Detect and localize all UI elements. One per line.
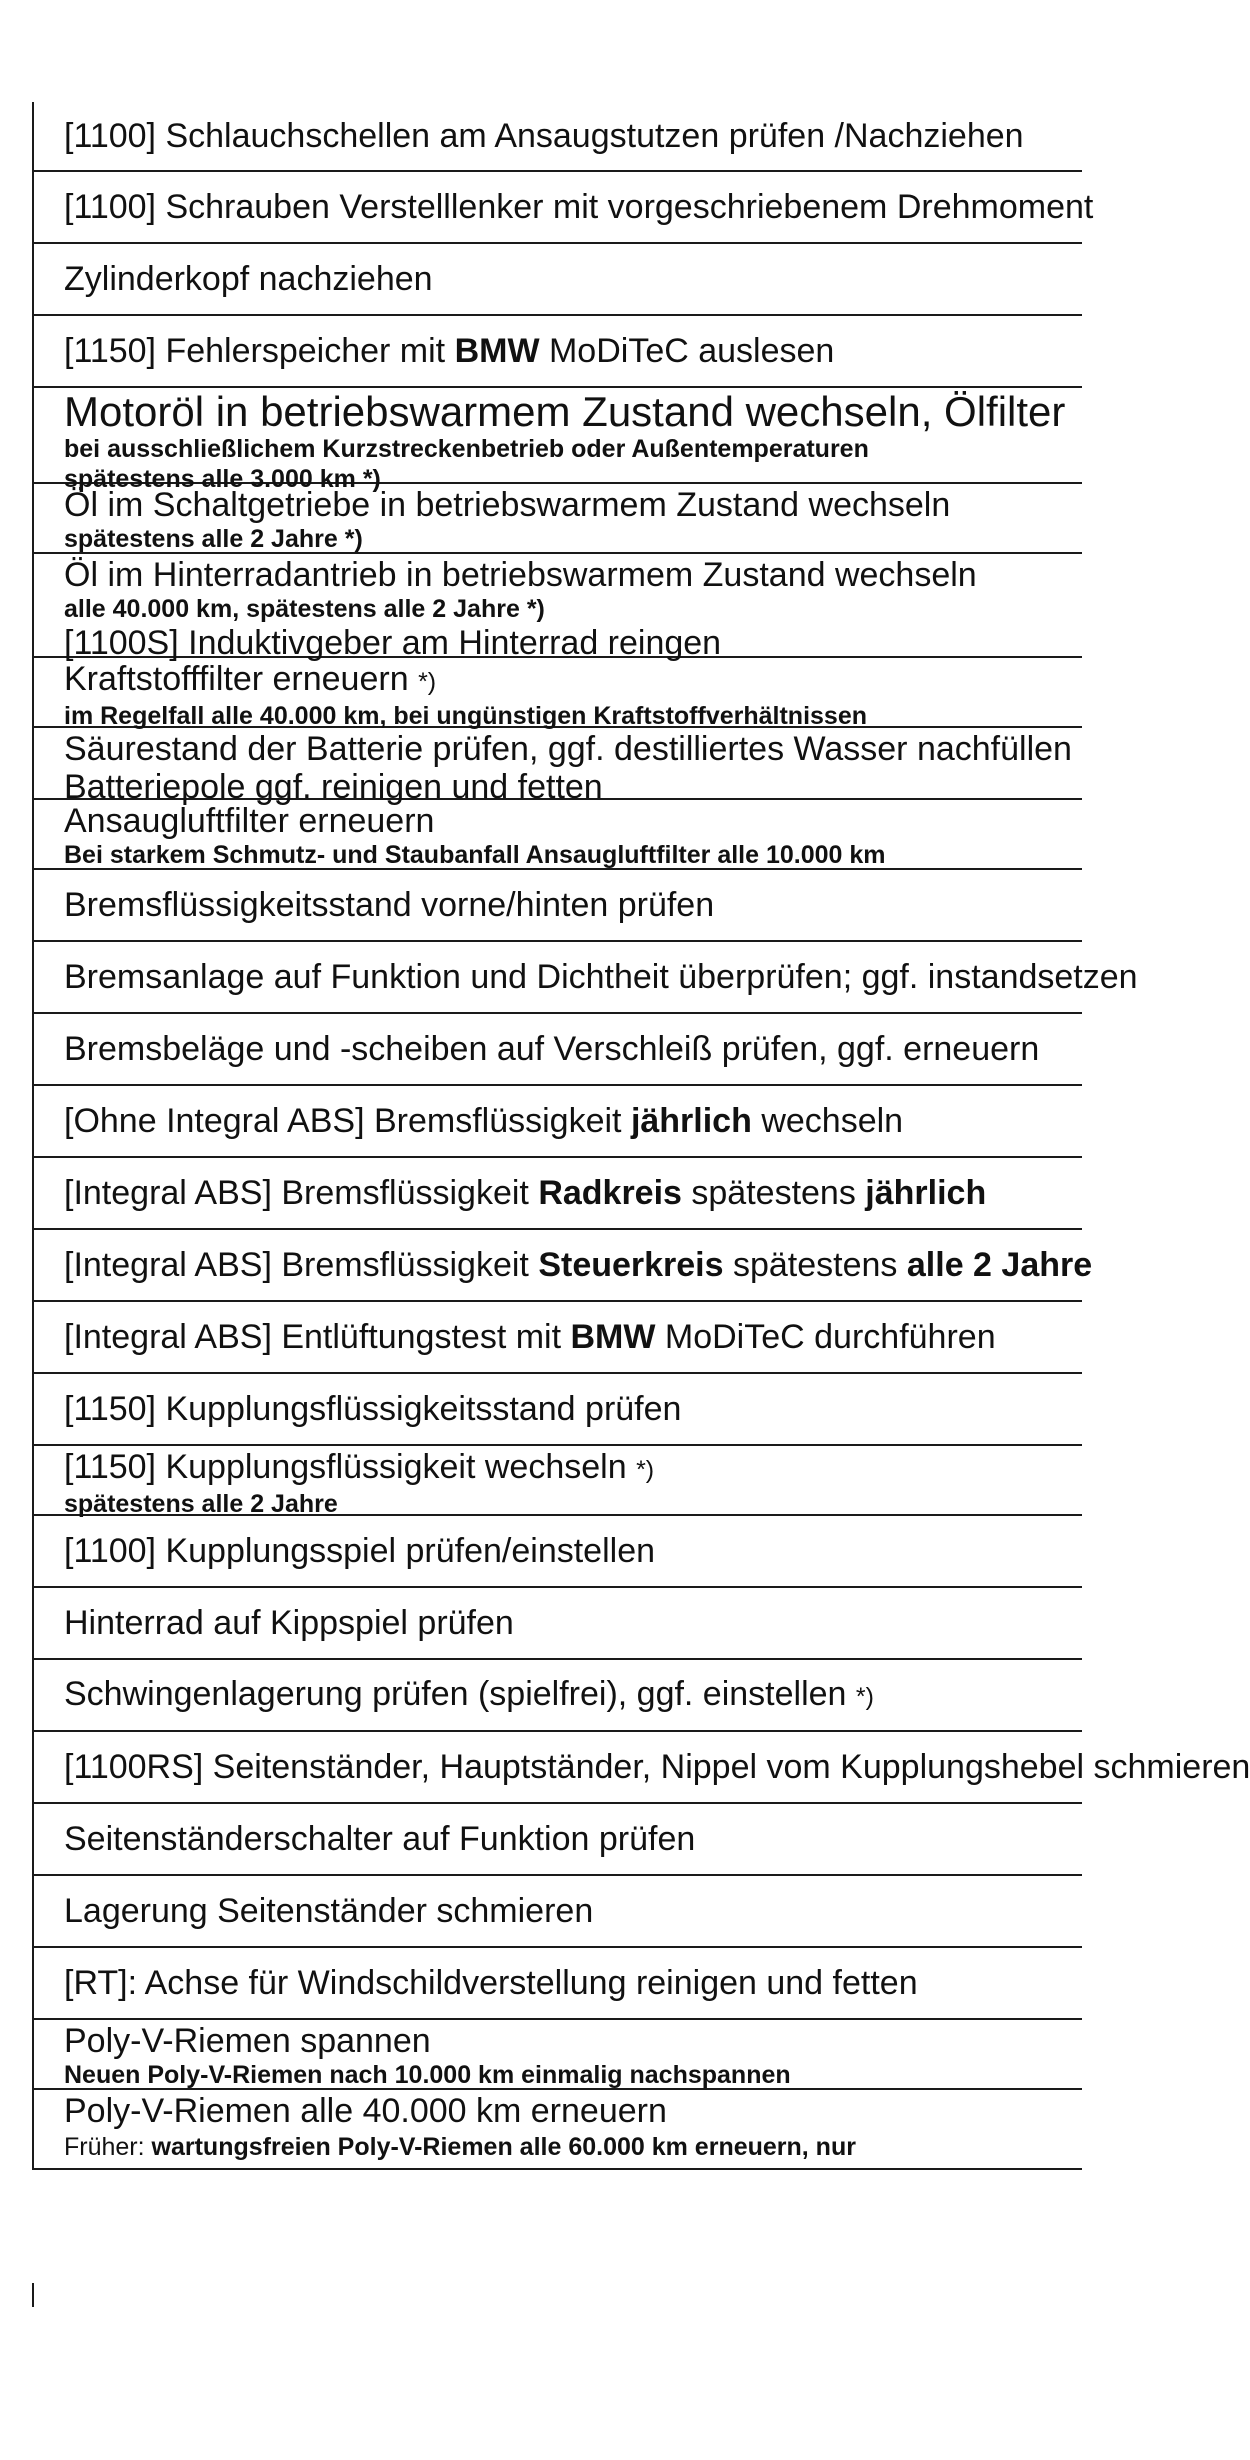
table-row xyxy=(34,1446,1082,1516)
table-row xyxy=(34,484,1082,554)
row-note: spätestens alle 2 Jahre *) xyxy=(64,525,363,553)
row-text: Ansaugluftfilter erneuern xyxy=(64,802,435,840)
footnote-marker: *) xyxy=(418,668,437,696)
row-text: Öl im Schaltgetriebe in betriebswarmem Zustand wechseln xyxy=(64,486,951,524)
row-text: [1100] Schlauchschellen am Ansaugstutzen prüfen /Nachziehen xyxy=(64,117,1024,155)
table-row xyxy=(34,1948,1082,2020)
table-row xyxy=(34,316,1082,388)
table-row xyxy=(34,870,1082,942)
row-text: Öl im Hinterradantrieb in betriebswarmem Zustand wechseln xyxy=(64,556,977,594)
row-text: Zylinderkopf nachziehen xyxy=(64,260,433,298)
row-text: [RT]: Achse für Windschildverstellung reinigen und fetten xyxy=(64,1964,918,2002)
table-border-tail xyxy=(32,2283,34,2307)
row-text: [1100] Schrauben Verstelllenker mit vorgeschriebenem Drehmoment xyxy=(64,188,1094,226)
row-note: im Regelfall alle 40.000 km, bei ungünstigen Kraftstoffverhältnissen xyxy=(64,702,868,730)
table-row xyxy=(34,1516,1082,1588)
row-text: [Ohne Integral ABS] Bremsflüssigkeit jährlich wechseln xyxy=(64,1102,904,1140)
row-text: Bremsanlage auf Funktion und Dichtheit überprüfen; ggf. instandsetzen xyxy=(64,958,1138,996)
row-text: Poly-V-Riemen spannen xyxy=(64,2022,431,2060)
table-row xyxy=(34,728,1082,806)
footnote-marker: *) xyxy=(636,1456,655,1484)
table-row xyxy=(34,1732,1250,1804)
table-row xyxy=(34,658,1082,728)
table-row xyxy=(34,1302,1082,1374)
table-row xyxy=(34,1230,1093,1302)
row-note: spätestens alle 2 Jahre xyxy=(64,1490,338,1518)
table-row xyxy=(34,1588,1082,1660)
row-text: Poly-V-Riemen alle 40.000 km erneuern xyxy=(64,2092,667,2130)
row-note: Neuen Poly-V-Riemen nach 10.000 km einmalig nachspannen xyxy=(64,2061,791,2089)
table-row xyxy=(34,1660,1082,1732)
row-text: Schwingenlagerung prüfen (spielfrei), ggf. einstellen *) xyxy=(64,1674,874,1713)
row-text: [Integral ABS] Entlüftungstest mit BMW MoDiTeC durchführen xyxy=(64,1318,996,1356)
footnote-marker: *) xyxy=(362,465,381,493)
table-row xyxy=(34,1804,1082,1876)
row-text: Lagerung Seitenständer schmieren xyxy=(64,1892,594,1930)
table-row xyxy=(34,942,1138,1014)
footnote-marker: *) xyxy=(344,525,363,553)
row-text: [1150] Fehlerspeicher mit BMW MoDiTeC auslesen xyxy=(64,332,835,370)
table-row xyxy=(34,2020,1082,2090)
footnote-marker: *) xyxy=(526,595,545,623)
footnote-marker: *) xyxy=(855,1682,874,1711)
row-note: spätestens alle 3.000 km *) xyxy=(64,465,381,493)
row-text: [1100] Kupplungsspiel prüfen/einstellen xyxy=(64,1532,656,1570)
table-row xyxy=(34,102,1082,172)
row-note: Früher: wartungsfreien Poly-V-Riemen alle 60.000 km erneuern, nur xyxy=(64,2133,856,2161)
row-text: [1100S] Induktivgeber am Hinterrad reingen xyxy=(64,624,722,662)
row-text: Batteriepole ggf. reinigen und fetten xyxy=(64,768,603,806)
table-row xyxy=(34,1876,1082,1948)
row-text: Bremsflüssigkeitsstand vorne/hinten prüfen xyxy=(64,886,715,924)
table-row xyxy=(34,1014,1082,1086)
row-text: [1150] Kupplungsflüssigkeit wechseln *) xyxy=(64,1448,655,1486)
row-text: Seitenständerschalter auf Funktion prüfen xyxy=(64,1820,696,1858)
table-row xyxy=(34,244,1082,316)
table-row xyxy=(34,172,1094,244)
row-text: [Integral ABS] Bremsflüssigkeit Radkreis spätestens jährlich xyxy=(64,1174,987,1212)
row-note: bei ausschließlichem Kurzstreckenbetrieb oder Außentemperaturen xyxy=(64,435,869,463)
table-row xyxy=(34,388,1082,493)
row-text: Kraftstofffilter erneuern *) xyxy=(64,660,437,698)
row-note: Bei starkem Schmutz- und Staubanfall Ansaugluftfilter alle 10.000 km xyxy=(64,841,886,869)
row-text: [Integral ABS] Bremsflüssigkeit Steuerkreis spätestens alle 2 Jahre xyxy=(64,1246,1093,1284)
table-row xyxy=(34,1374,1082,1446)
table-row xyxy=(34,800,1082,870)
row-text: Hinterrad auf Kippspiel prüfen xyxy=(64,1604,514,1642)
table-row xyxy=(34,1086,1082,1158)
table-row xyxy=(34,554,1082,662)
row-text: Bremsbeläge und -scheiben auf Verschleiß prüfen, ggf. erneuern xyxy=(64,1030,1040,1068)
table-row xyxy=(34,1158,1082,1230)
row-text: [1100RS] Seitenständer, Hauptständer, Nippel vom Kupplungshebel schmieren xyxy=(64,1748,1250,1786)
row-text: Motoröl in betriebswarmem Zustand wechseln, Ölfilter xyxy=(64,388,1066,435)
row-text: [1150] Kupplungsflüssigkeitsstand prüfen xyxy=(64,1390,682,1428)
row-note: alle 40.000 km, spätestens alle 2 Jahre *) xyxy=(64,595,545,623)
row-text: Säurestand der Batterie prüfen, ggf. destilliertes Wasser nachfüllen xyxy=(64,730,1072,768)
maintenance-table xyxy=(32,102,1250,2170)
table-row xyxy=(34,2090,1082,2170)
